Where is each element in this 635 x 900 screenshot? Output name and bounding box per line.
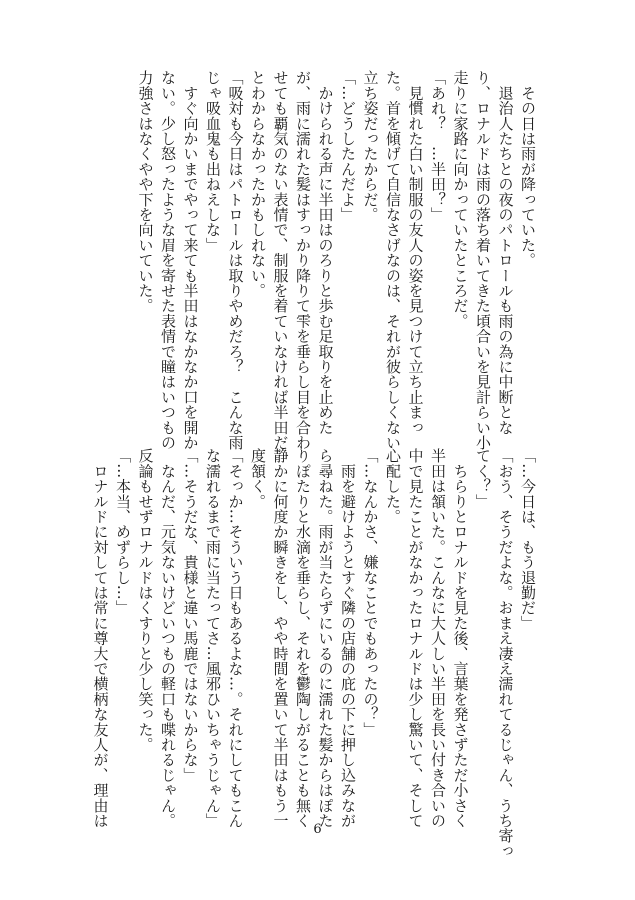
text-line: 雨を避けようとすぐ隣の店舗の庇の下に押し込みなが xyxy=(339,448,357,828)
text-block-bottom xyxy=(89,448,539,859)
text-line: が、雨に濡れた髪はすっかり降りて雫を垂らし目を合わ xyxy=(294,70,312,450)
text-line: 静かに何度か瞬きをし、やや時間を置いて半田はもう一 xyxy=(271,448,290,828)
text-line: 反論もせずロナルドはくすりと少し笑った。 xyxy=(136,448,155,752)
text-line: じゃ吸血鬼も出ねえしな」 xyxy=(204,70,222,253)
text-line: 「…そうだな、貴様と違い馬鹿ではないからな」 xyxy=(181,448,200,783)
text-line: 「…なんかさ、嫌なことでもあったの？」 xyxy=(361,448,380,737)
text-line: 「…本当、めずらし…」 xyxy=(114,448,132,616)
text-line: 「吸対も今日はパトロールは取りやめだろ？ こんな雨 xyxy=(226,70,245,450)
text-line: ない。少し怒ったような眉を寄せた表情で瞳はいつもの xyxy=(159,70,177,450)
text-line: とわからなかったかもしれない。 xyxy=(249,70,267,298)
text-line: 「おう、そうだよな。おまえ凄え濡れてるじゃん、うち寄っ xyxy=(496,448,515,859)
text-line: 見慣れた白い制服の友人の姿を見つけて立ち止まっ xyxy=(406,70,425,435)
text-line: り、ロナルドは雨の落ち着いてきた頃合いを見計らい小 xyxy=(474,70,492,450)
text-line: かけられる声に半田はのろりと歩む足取りを止めた xyxy=(316,70,335,435)
text-line: 走りに家路に向かっていたところだ。 xyxy=(451,70,470,329)
text-line: 「そっか…そういう日もあるよな…。それにしてもこん xyxy=(226,448,245,828)
text-line: その日は雨が降っていた。 xyxy=(519,70,537,268)
text-line: 「…どうしたんだよ」 xyxy=(339,70,357,222)
text-line: 立ち姿だったからだ。 xyxy=(361,70,380,222)
text-line: 「あれ？ …半田？」 xyxy=(429,70,447,222)
text-line: 「…今日は、もう退勤だ」 xyxy=(519,448,537,631)
text-line: ら尋ねた。雨が当たらずにいるのに濡れた髪からはぽた xyxy=(316,448,335,828)
text-block-top xyxy=(134,70,539,450)
text-line: てく？」 xyxy=(474,448,492,509)
text-line: 半田は頷いた。こんなに大人しい半田を長い付き合いの xyxy=(429,448,447,829)
text-line: 力強さはなくやや下を向いていた。 xyxy=(136,70,155,314)
text-line: 中で見たことがなかったロナルドは少し驚いて、そして xyxy=(406,448,425,828)
text-line: せても覇気のない表情で、制服を着ていなければ半田だ xyxy=(271,70,290,450)
text-line: りぽたりと水滴を垂らし、それを鬱陶しがることも無く xyxy=(294,448,312,828)
text-line: 度頷く。 xyxy=(249,448,267,509)
text-line: 心配した。 xyxy=(384,448,402,524)
text-line: な濡れるまで雨に当たってさ…風邪ひいちゃうじゃん」 xyxy=(204,448,222,828)
text-line: た。首を傾げて自信なさげなのは、それが彼らしくない xyxy=(384,70,402,450)
page-number: 6 xyxy=(313,822,322,837)
text-line: すぐ向かいまでやって来ても半田はなかなか口を開か xyxy=(181,70,200,450)
text-line: なんだ、元気ないけどいつもの軽口も喋れるじゃん。 xyxy=(159,448,177,828)
text-line: 退治人たちとの夜のパトロールも雨の為に中断とな xyxy=(496,70,515,435)
text-line: ちらりとロナルドを見た後、言葉を発さずただ小さく xyxy=(451,448,470,828)
text-line: ロナルドに対しては常に尊大で横柄な友人が、理由は xyxy=(91,448,110,828)
